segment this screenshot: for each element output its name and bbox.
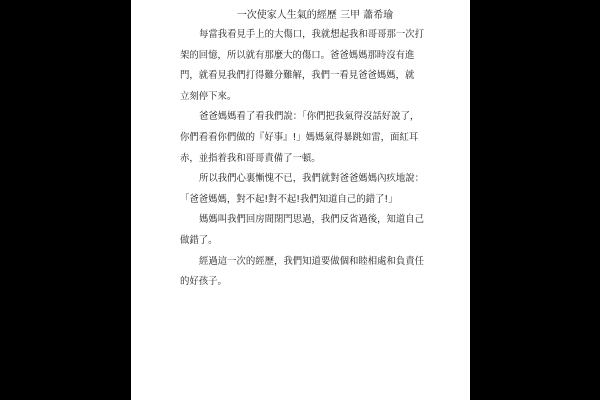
text-line: 你們看看你們做的『好事』!」媽媽氣得暴跳如雷，面紅耳 [180, 131, 419, 143]
text-line: 架的回憶，所以就有那麼大的傷口。爸爸媽媽那時沒有進 [180, 49, 415, 61]
text-line: 所以我們心裏慚愧不已，我們就對爸爸媽媽內疚地說： [199, 173, 425, 185]
text-line: 做錯了。 [180, 234, 218, 246]
paragraph-4 [180, 210, 440, 251]
text-line: 每當我看見手上的大傷口，我就想起我和哥哥那一次打 [199, 29, 425, 40]
text-line: 門，就看見我們打得難分難解，我們一看見爸爸媽媽，就 [180, 70, 415, 82]
text-line: 爸爸媽媽看了看我們說：「你們把我氣得沒話好說了， [199, 111, 420, 123]
text-line: 媽媽叫我們回房間閉門思過，我們反省過後，知道自己 [199, 214, 425, 226]
text-line: 「爸爸媽媽，對不起!對不起!我們知道自己的錯了!」 [180, 193, 398, 205]
paragraph-3 [180, 169, 440, 210]
text-line: 赤，並指着我和哥哥責備了一頓。 [180, 152, 321, 164]
paragraph-5 [180, 252, 440, 293]
paragraph-2 [180, 107, 440, 169]
paragraph-1 [180, 25, 440, 107]
text-line: 經過這一次的經歷，我們知道要做個和睦相處和負責任 [199, 255, 425, 267]
document-title: 一次使家人生氣的經歷 三甲 蕭希瑜 [236, 10, 394, 21]
text-line: 立刻停下來。 [180, 90, 237, 102]
text-line: 的好孩子。 [180, 276, 227, 288]
document-page [131, 0, 470, 400]
